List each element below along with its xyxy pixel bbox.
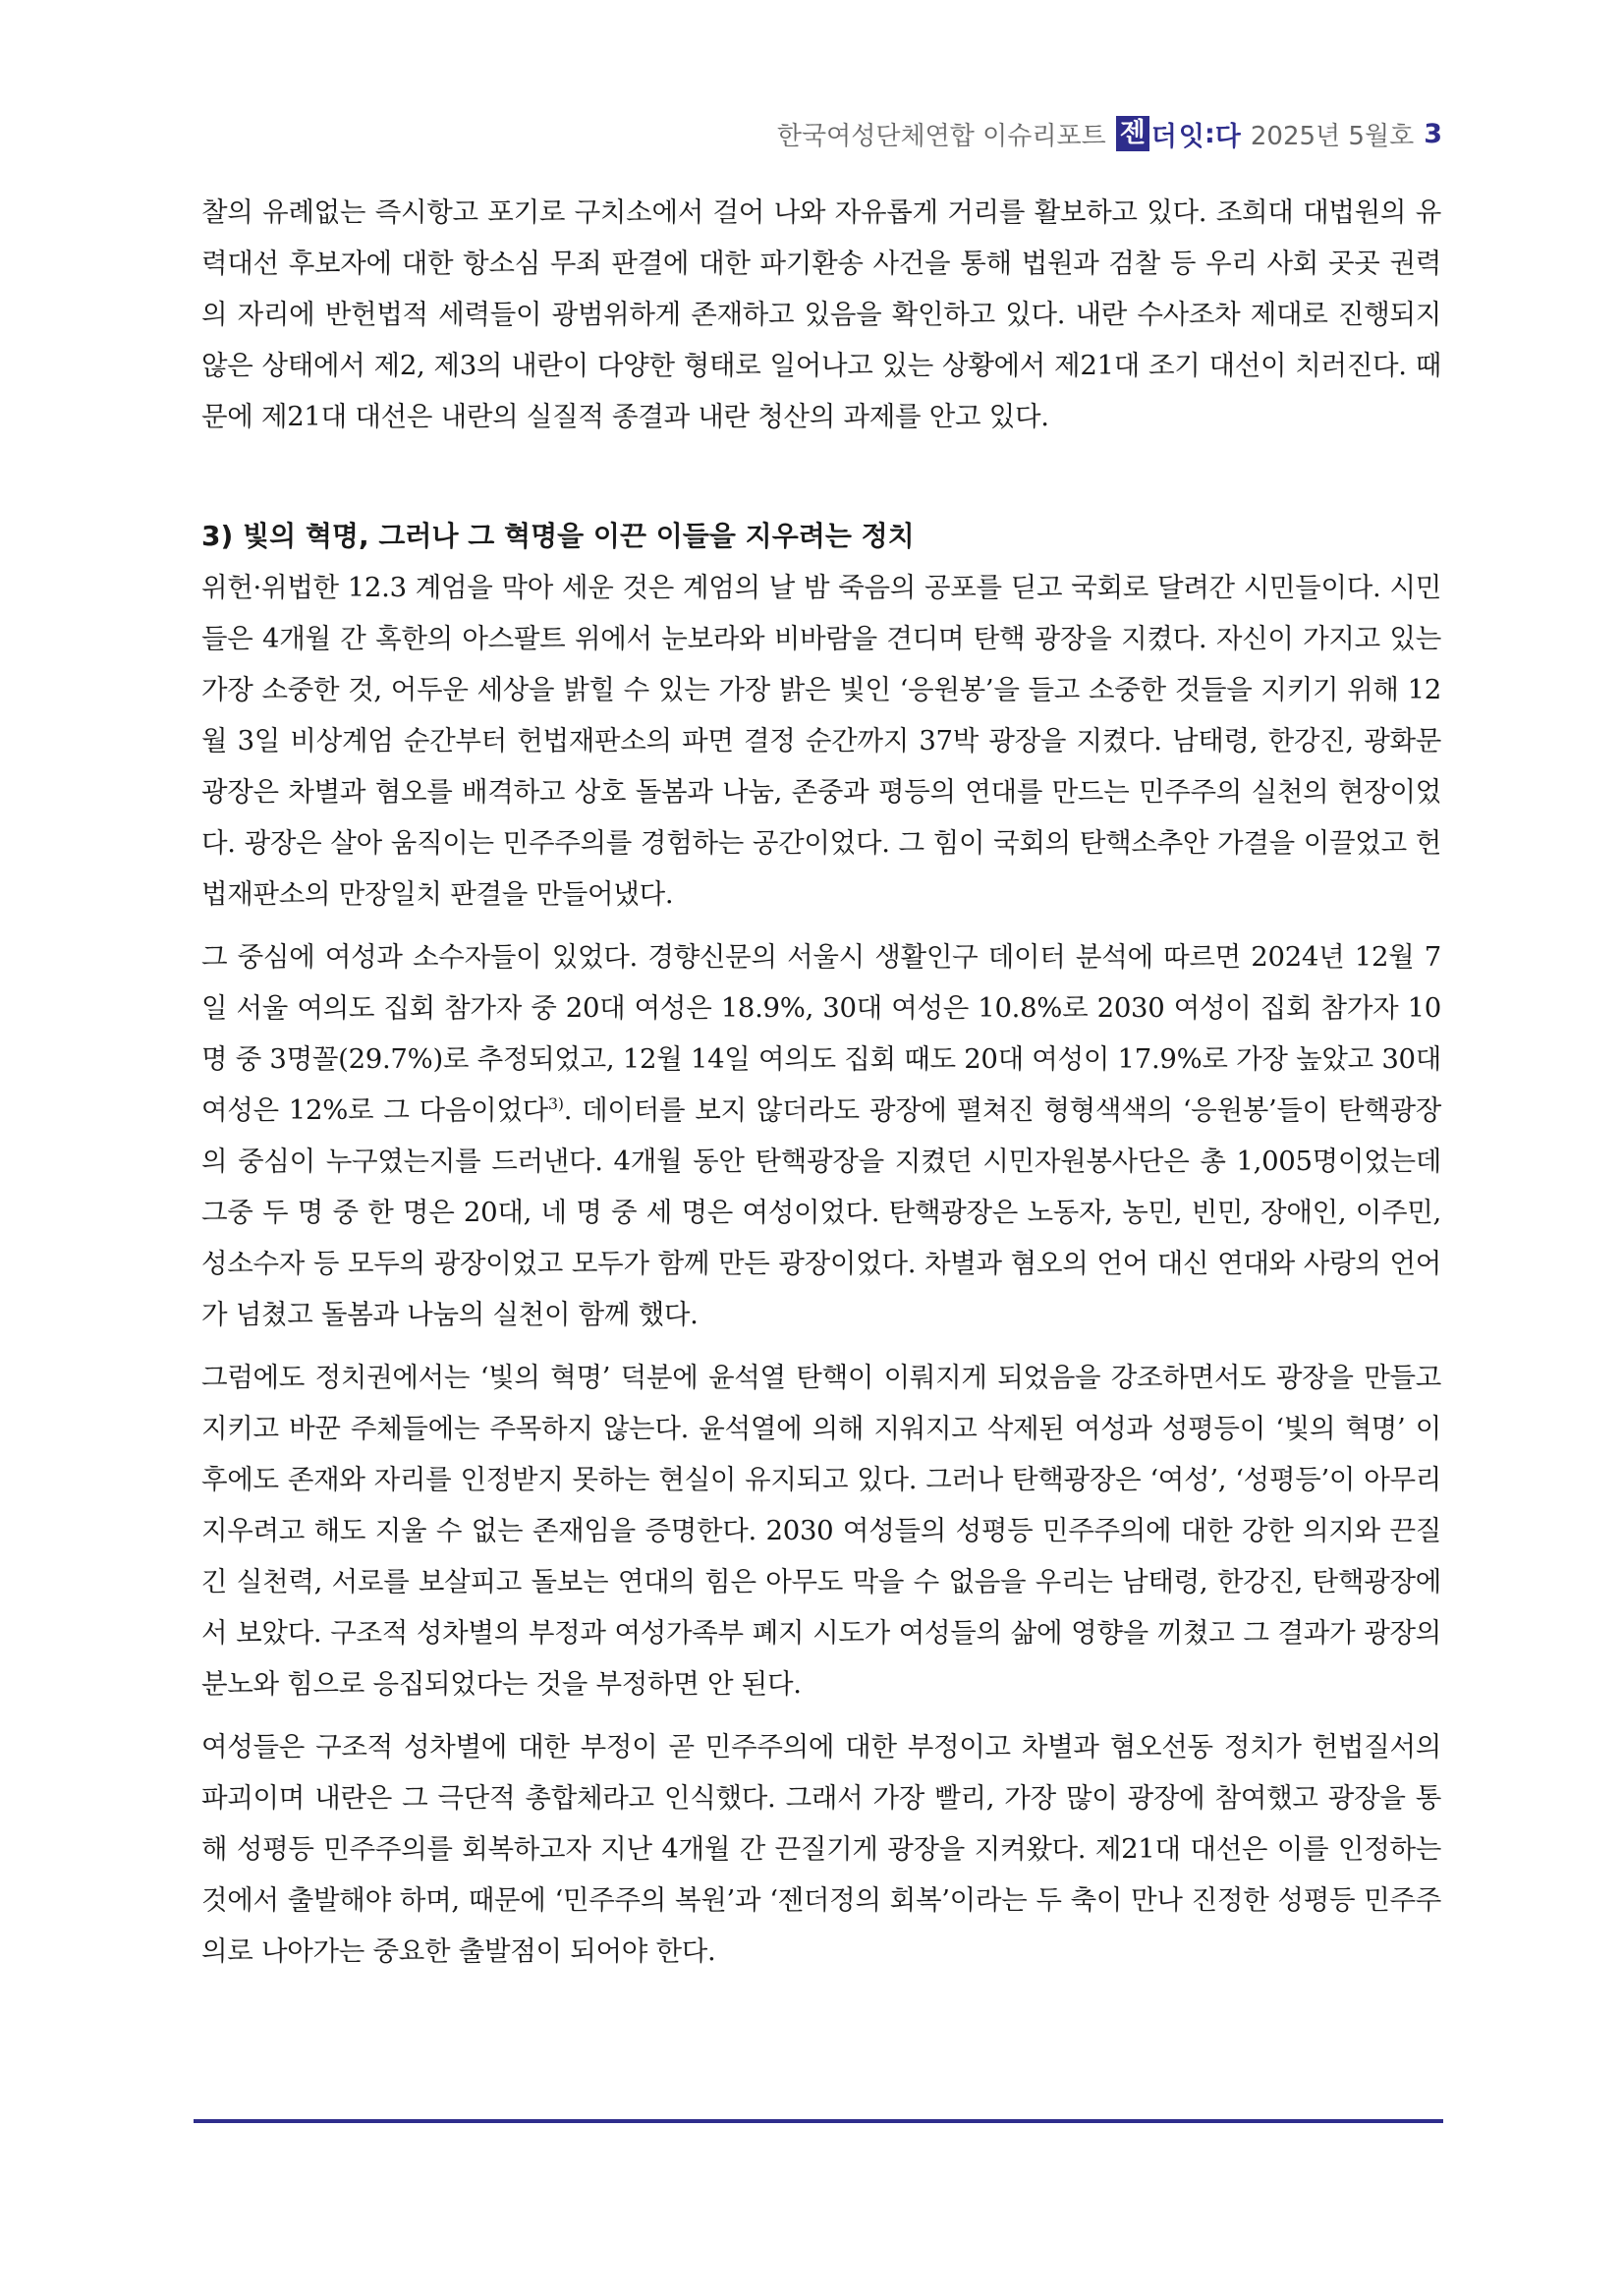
logo-first-char: 젠 (1116, 116, 1149, 151)
page-header (777, 114, 1442, 153)
paragraph-continued: 찰의 유례없는 즉시항고 포기로 구치소에서 걸어 나와 자유롭게 거리를 활보하고 있다. 조희대 대법원의 유력대선 후보자에 대한 항소심 무죄 판결에 대한 파기환송 사건을 통해 법원과 검찰 등 우리 사회 곳곳 권력의 자리에 반헌법적 세력들이 광범위하게 존재하고 있음을 확인하고 있다. 내란 수사조차 제대로 진행되지 않은 상태에서 제2, 제3의 내란이 다양한 형태로 일어나고 있는 상황에서 제21대 조기 대선이 치러진다. 때문에 제21대 대선은 내란의 실질적 종결과 내란 청산의 과제를 안고 있다. (201, 196, 1441, 432)
paragraph-4: 여성들은 구조적 성차별에 대한 부정이 곧 민주주의에 대한 부정이고 차별과 혐오선동 정치가 헌법질서의 파괴이며 내란은 그 극단적 총합체라고 인식했다. 그래서 가장 빨리, 가장 많이 광장에 참여했고 광장을 통해 성평등 민주주의를 회복하고자 지난 4개월 간 끈질기게 광장을 지켜왔다. 제21대 대선은 이를 인정하는 것에서 출발해야 하며, 때문에 ‘민주주의 복원’과 ‘젠더정의 회복’이라는 두 축이 만나 진정한 성평등 민주주의로 나아가는 중요한 출발점이 되어야 한다. (201, 1731, 1441, 1967)
section-heading: 3) 빛의 혁명, 그러나 그 혁명을 이끈 이들을 지우려는 정치 (201, 520, 915, 552)
logo-fourth-char: 다 (1214, 121, 1241, 152)
paragraph-1: 위헌·위법한 12.3 계엄을 막아 세운 것은 계엄의 날 밤 죽음의 공포를 딛고 국회로 달려간 시민들이다. 시민들은 4개월 간 혹한의 아스팔트 위에서 눈보라와 비바람을 견디며 탄핵 광장을 지켰다. 자신이 가지고 있는 가장 소중한 것, 어두운 세상을 밝힐 수 있는 가장 밝은 빛인 ‘응원봉’을 들고 소중한 것들을 지키기 위해 12월 3일 비상계엄 순간부터 헌법재판소의 파면 결정 순간까지 37박 광장을 지켰다. 남태령, 한강진, 광화문 광장은 차별과 혐오를 배격하고 상호 돌봄과 나눔, 존중과 평등의 연대를 만드는 민주주의 실천의 현장이었다. 광장은 살아 움직이는 민주주의를 경험하는 공간이었다. 그 힘이 국회의 탄핵소추안 가결을 이끌었고 헌법재판소의 만장일치 판결을 만들어냈다. (201, 572, 1441, 910)
paragraph-3: 그럼에도 정치권에서는 ‘빛의 혁명’ 덕분에 윤석열 탄핵이 이뤄지게 되었음을 강조하면서도 광장을 만들고 지키고 바꾼 주체들에는 주목하지 않는다. 윤석열에 의해 지워지고 삭제된 여성과 성평등이 ‘빛의 혁명’ 이후에도 존재와 자리를 인정받지 못하는 현실이 유지되고 있다. 그러나 탄핵광장은 ‘여성’, ‘성평등’이 아무리 지우려고 해도 지울 수 없는 존재임을 증명한다. 2030 여성들의 성평등 민주주의에 대한 강한 의지와 끈질긴 실천력, 서로를 보살피고 돌보는 연대의 힘은 아무도 막을 수 없음을 우리는 남태령, 한강진, 탄핵광장에서 보았다. 구조적 성차별의 부정과 여성가족부 폐지 시도가 여성들의 삶에 영향을 끼쳤고 그 결과가 광장의 분노와 힘으로 응집되었다는 것을 부정하면 안 된다. (201, 1362, 1441, 1700)
paragraph-2-text-after: . 데이터를 보지 않더라도 광장에 펼쳐진 형형색색의 ‘응원봉’들이 탄핵광장의 중심이 누구였는지를 드러낸다. 4개월 동안 탄핵광장을 지켰던 시민자원봉사단은 총 1,005명이었는데 그중 두 명 중 한 명은 20대, 네 명 중 세 명은 여성이었다. 탄핵광장은 노동자, 농민, 빈민, 장애인, 이주민, 성소수자 등 모두의 광장이었고 모두가 함께 만든 광장이었다. 차별과 혐오의 언어 대신 연대와 사랑의 언어가 넘쳤고 돌봄과 나눔의 실천이 함께 했다. (201, 1094, 1441, 1330)
paragraph-2 (201, 931, 1441, 1340)
page-number: 3 (1424, 118, 1442, 149)
paragraph-2-text-before: 그 중심에 여성과 소수자들이 있었다. 경향신문의 서울시 생활인구 데이터 분석에 따르면 2024년 12월 7일 서울 여의도 집회 참가자 중 20대 여성은 18.9%, 30대 여성은 10.8%로 2030 여성이 집회 참가자 10명 중 3명꼴(29.7%)로 추정되었고, 12월 14일 여의도 집회 때도 20대 여성이 17.9%로 가장 높았고 30대 여성은 12%로 그 다음이었다 (201, 941, 1441, 1126)
logo-colon: : (1204, 118, 1215, 149)
issue-date: 2025년 5월호 (1250, 121, 1415, 151)
footer-divider (194, 2119, 1443, 2123)
footnote-ref[interactable]: 3) (547, 1093, 564, 1113)
gender-it-da-logo (1116, 115, 1241, 153)
document-body (201, 187, 1441, 1988)
logo-second-char: 더 (1150, 121, 1177, 152)
logo-third-char: 잇 (1178, 121, 1204, 152)
report-org: 한국여성단체연합 이슈리포트 (776, 121, 1106, 151)
